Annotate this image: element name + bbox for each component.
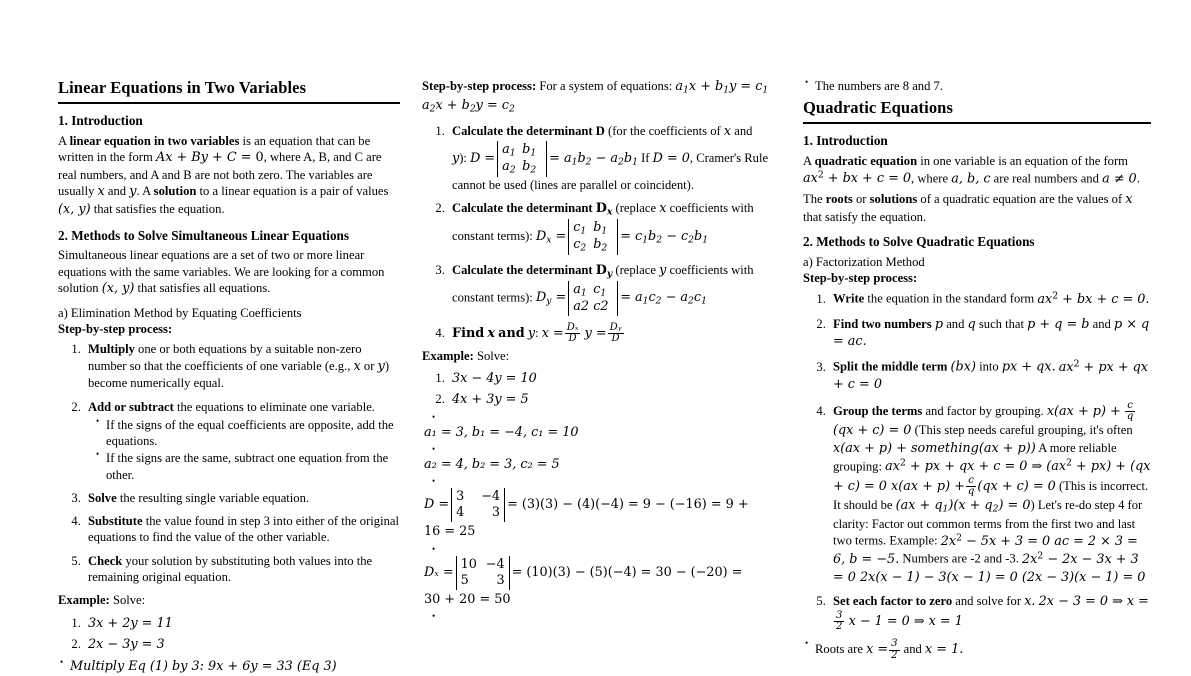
cell-c1: $c_1$ — [593, 281, 607, 299]
determinant-Dx-result: = $c_1b_2 - c_2b_1$ — [620, 228, 709, 246]
pair-xy-2: (x, y) — [101, 281, 135, 297]
variable-y: y — [129, 184, 137, 200]
equation-1: 3x + 2y = 11 — [88, 615, 173, 631]
list-item — [448, 391, 770, 409]
determinant-matrix-values-D — [451, 488, 505, 522]
symbol-Dy: $D_y$ — [595, 263, 613, 280]
text-and: and — [107, 184, 127, 199]
expression-split-form: $ax^2$ + px + qx + c = 0 — [833, 357, 1149, 393]
formula-y: y = — [584, 325, 607, 341]
cell-value: 3 — [491, 505, 501, 521]
step-bold-split-middle-term: Split the middle term — [833, 359, 948, 374]
determinant-block-Dx — [424, 556, 770, 608]
list-item — [84, 553, 400, 586]
text-system-intro: For a system of equations: — [539, 79, 673, 93]
cell-a1: $a_1$ — [502, 141, 516, 159]
expression-bx: (bx) — [950, 359, 976, 375]
step-text-b: coefficients with constant terms): — [452, 263, 754, 305]
determinant-lhs: Dₓ = — [424, 564, 454, 580]
text-lead: A — [803, 154, 812, 169]
list-item: 4. Find x and y: x = $\frac{\text{Dₓ}}{D}$ y = $\frac{\text{Dᵧ}}{D}$ — [448, 323, 770, 345]
step-bold-multiply: Multiply — [88, 342, 135, 357]
list-item — [84, 490, 400, 506]
fraction-numerator: Dᵧ — [609, 321, 622, 333]
coefficients-row-2: a₂ = 4, b₂ = 3, c₂ = 5 — [424, 457, 560, 473]
variable-q: q — [967, 316, 976, 332]
list-item — [422, 477, 770, 540]
list-item — [829, 401, 1151, 587]
text-f: that satisfy the equation. — [803, 209, 927, 224]
fraction-denominator: q — [1126, 411, 1134, 423]
text-and-2: and — [1092, 316, 1111, 331]
table-row — [573, 237, 613, 254]
bullet-dot-icon: • — [432, 411, 436, 422]
expression-px-qx: px + qx. — [1001, 359, 1056, 375]
list-item: • If the signs of the equal coefficients are opposite, add the equations. — [96, 417, 400, 449]
step-text: the resulting single variable equation. — [119, 490, 310, 505]
determinant-matrix-values-Dx — [456, 556, 510, 590]
text-c: are real numbers and — [993, 171, 1099, 186]
equation-standard-form: Ax + By + C = 0 — [155, 150, 264, 166]
paragraph-roots-definition — [803, 191, 1151, 225]
table-row — [456, 505, 500, 521]
list-cramer-steps — [422, 123, 770, 344]
step-bold-find-two-numbers: Find two numbers — [833, 316, 932, 331]
label-example-2 — [422, 348, 770, 364]
text-the: The — [803, 191, 823, 206]
step-bold-substitute: Substitute — [88, 513, 143, 528]
label-step-by-step-process-3: Step-by-step process: — [803, 271, 918, 286]
cell-b2: $b_2$ — [593, 236, 608, 254]
step-text: the equation in the standard form — [867, 292, 1035, 307]
cell-c2: c2 — [593, 298, 609, 314]
expression-example-factorization: $2x^2 - 2x - 3x + 3 = 0$ 2x(x − 1) − 3(x − 1) = 0 (2x − 3)(x − 1) = 0 — [833, 550, 1146, 585]
expression-solve-2: x − 1 = 0 ⇒ x = 1 — [848, 613, 963, 629]
text-mid2: , where A, B, and C are real numbers, and A and B are not both zero. The variables are usually — [58, 150, 382, 199]
step-text: and factor by grouping. — [925, 403, 1044, 418]
step-bold-find-xy: Find x and — [452, 325, 525, 341]
step-text: (replace — [615, 201, 657, 216]
coefficients-row-1: a₁ = 3, b₁ = −4, c₁ = 10 — [424, 424, 579, 440]
bold-linear-equation-term: linear equation in two variables — [69, 133, 240, 148]
text-or: or — [855, 191, 867, 206]
text-if: If — [641, 150, 650, 165]
fraction-Dx-over-D — [565, 323, 581, 345]
step-text-b: ) become numerically equal. — [88, 358, 390, 391]
bold-quadratic-equation-term: quadratic equation — [814, 154, 918, 169]
condition-a-nonzero: a ≠ 0 — [1102, 171, 1137, 187]
text-mid: is an equation that can be written in the form — [58, 133, 371, 165]
pair-xy: (x, y) — [58, 201, 91, 217]
step-text-b: ): — [459, 150, 467, 165]
determinant-matrix-Dy — [568, 281, 618, 316]
expression-example-quadratic: $2x^2 - 5x + 3 = 0$ ac = 2 × 3 = 6, b = −5. — [833, 532, 1138, 568]
list-item — [829, 290, 1151, 308]
text-end2: that satisfies the equation. — [93, 201, 225, 216]
text-d: . — [1136, 171, 1140, 186]
determinant-result-line-2: 16 = 25 — [424, 524, 476, 540]
step-text: such that — [978, 316, 1025, 331]
table-row — [461, 573, 505, 589]
list-sign-rules — [88, 417, 400, 482]
label-step-by-step-process-1: Step-by-step process: — [58, 322, 173, 337]
fraction-c-over-q — [1125, 401, 1135, 423]
text-and: and — [946, 316, 965, 331]
cell-value: −4 — [485, 556, 505, 572]
variable-p: p — [934, 316, 944, 332]
determinant-result-line-1: = (10)(3) − (5)(−4) = 30 − (−20) = — [511, 564, 743, 580]
expression-group-3: x(ax + p) + something(ax + p)) — [833, 440, 1036, 456]
list-roots-answer — [803, 639, 1151, 661]
determinant-Dy-result: = $a_1c_2 - a_2c_1$ — [620, 290, 707, 307]
bold-solutions-term: solutions — [869, 191, 918, 206]
paragraph-simultaneous-definition — [58, 247, 400, 297]
text-solve: Solve: — [476, 349, 510, 364]
cell-a1: $a_1$ — [573, 281, 587, 299]
step-bold-group-terms: Group the terms — [833, 403, 923, 418]
three-column-layout — [0, 78, 1191, 675]
step-bold-calculate-D: Calculate the determinant D — [452, 124, 605, 139]
fraction-numerator: 3 — [836, 609, 843, 621]
text-e: ) Let's re-do step 4 for clarity: Factor out common terms from the first two and last two terms. Example: — [833, 498, 1143, 548]
paragraph-linear-definition — [58, 133, 400, 219]
variable-x: x. — [1024, 594, 1036, 610]
formula-x: x = — [541, 325, 564, 341]
bullet-dot-icon: • — [432, 610, 436, 621]
list-item — [422, 612, 770, 620]
text-d: (This is incorrect. It should be — [833, 478, 1149, 513]
cell-value: 3 — [456, 489, 465, 505]
step-bold-solve: Solve — [88, 490, 117, 505]
step-text: and solve for — [955, 594, 1022, 609]
table-row — [573, 220, 613, 237]
heading-methods-quadratic: 2. Methods to Solve Quadratic Equations — [803, 233, 1035, 249]
table-row — [573, 282, 613, 299]
step-bold-set-factor-zero: Set each factor to zero — [833, 594, 953, 609]
text-b: , where — [911, 171, 949, 186]
list-item — [84, 341, 400, 391]
label-step-by-step-process-2: Step-by-step process: — [422, 79, 537, 93]
determinant-matrix-D — [497, 141, 547, 177]
list-example-equations-1 — [58, 615, 400, 654]
list-item — [448, 370, 770, 388]
fraction-numerator: Dₓ — [566, 321, 579, 333]
list-item — [829, 316, 1151, 351]
step-text: (replace — [615, 263, 656, 278]
step-bold-write: Write — [833, 292, 865, 307]
expression-reliable-grouping: $ax^2$ + px + qx + c = 0 ⇒ $(ax^2 + px) + (qx + c) = 0$ x(ax + p) + — [833, 457, 1151, 494]
cell-value: 3 — [496, 572, 505, 588]
list-example-equations-2 — [422, 370, 770, 409]
list-item — [422, 445, 770, 473]
bullet-dot-icon: • — [432, 543, 436, 554]
list-item — [84, 399, 400, 483]
variable-x: x — [1125, 191, 1133, 207]
list-elimination-steps — [58, 341, 400, 585]
list-item — [422, 413, 770, 441]
list-coefficient-values — [422, 413, 770, 620]
step-text: into — [979, 359, 999, 374]
text-example-label: Example: — [58, 593, 110, 608]
text-f: Numbers are -2 and -3. — [902, 552, 1019, 567]
equation-standard-form-quadratic: $ax^2$ + bx + c = 0. — [1037, 290, 1150, 308]
equation-quadratic-standard-form: $ax^2$ + bx + c = 0 — [803, 169, 912, 187]
root-x-equals: x = — [866, 642, 889, 658]
table-row — [502, 142, 542, 159]
fraction-denominator: 2 — [836, 621, 843, 633]
heading-introduction: 1. Introduction — [58, 113, 143, 129]
paragraph-cramer-intro — [422, 78, 770, 115]
expression-solve-1: 2x − 3 = 0 ⇒ x = — [1038, 594, 1149, 610]
list-item — [58, 658, 400, 676]
cell-value: −4 — [481, 489, 501, 505]
determinant-Dy-lhs: $D_y$ = — [535, 290, 567, 307]
bold-roots-term: roots — [825, 191, 853, 206]
cell-c2: $c_2$ — [573, 236, 587, 254]
heading-methods-simultaneous: 2. Methods to Solve Simultaneous Linear Equations — [58, 227, 350, 243]
list-item — [84, 513, 400, 546]
page-title-quadratic-equations: Quadratic Equations — [803, 98, 1151, 124]
table-row — [456, 489, 500, 505]
determinant-result-line-1: = (3)(3) − (4)(−4) = 9 − (−16) = 9 + — [507, 497, 749, 513]
cell-b2: $b_2$ — [522, 158, 537, 176]
cell-b1: $b_1$ — [593, 219, 608, 237]
condition-sum: p + q = b — [1027, 316, 1090, 332]
determinant-D-lhs: D = — [470, 150, 496, 166]
cell-value: 4 — [456, 505, 465, 521]
step-text: one or both equations by a suitable non-zero number so that the coefficients of one variable (e.g., — [88, 342, 362, 373]
step-text-d: , Cramer's Rule cannot be used (lines are parallel or coincident). — [452, 150, 769, 192]
list-item — [448, 200, 770, 255]
equation-1: 3x − 4y = 10 — [452, 370, 537, 386]
variables-abc: a, b, c — [951, 171, 991, 187]
list-item — [84, 636, 400, 654]
list-item — [448, 262, 770, 316]
cell-a2: a2 — [573, 298, 589, 314]
variable-y: y — [377, 358, 385, 374]
text-b: (This step needs careful grouping, it's often — [914, 423, 1133, 438]
variable-y: y — [452, 150, 460, 166]
text-and: and — [903, 642, 922, 657]
variable-x: x — [353, 358, 361, 374]
text-and: and — [734, 124, 753, 139]
list-item — [829, 358, 1151, 394]
list-item — [803, 639, 1151, 661]
text-solve: Solve: — [112, 593, 146, 608]
fraction-c-over-q-2 — [966, 476, 976, 498]
fraction-numerator: 3 — [891, 638, 898, 650]
list-item: • The numbers are 8 and 7. — [803, 78, 1151, 94]
column-cramers-rule — [422, 78, 770, 626]
determinant-matrix-Dx — [568, 219, 618, 255]
label-example-1 — [58, 592, 400, 608]
bold-solution-term: solution — [153, 184, 197, 199]
text-end: to a linear equation is a pair of values — [199, 184, 389, 199]
text-example-label: Example: — [422, 349, 474, 364]
step-bold-add-subtract: Add or subtract — [88, 399, 174, 414]
label-factorization-method: a) Factorization Method — [803, 254, 925, 269]
fraction-denominator: q — [967, 486, 975, 498]
determinant-result-line-2: 30 + 20 = 50 — [424, 591, 511, 607]
table-row — [502, 159, 542, 176]
text-lead: A — [58, 133, 67, 148]
text-simultaneous: Simultaneous linear equations are a set of two or more linear equations with the same variables. We are looking for a common solution — [58, 248, 385, 296]
list-item: • If the signs are the same, subtract one equation from the other. — [96, 450, 400, 482]
bullet-dot-icon: • — [432, 444, 436, 455]
page-title-linear-equations: Linear Equations in Two Variables — [58, 78, 400, 104]
working-line-1: Multiply Eq (1) by 3: 9x + 6y = 33 (Eq 3) — [70, 659, 337, 675]
fraction-denominator: D — [608, 333, 624, 344]
step-bold-calculate-Dy: Calculate the determinant — [452, 263, 593, 278]
step-text: the equations to eliminate one variable. — [177, 399, 375, 414]
label-y-colon: y — [527, 325, 536, 341]
variable-x: x — [723, 124, 732, 140]
expression-correct-factors: $(ax + q_1)(x + q_2) = 0$ — [895, 498, 1031, 515]
list-item — [422, 545, 770, 608]
text-roots-are: Roots are — [815, 642, 863, 657]
text-simultaneous-end: that satisfies all equations. — [137, 281, 271, 296]
step-bold-check: Check — [88, 553, 123, 568]
equation-system-line1: $a_1x + b_1y = c_1$ — [675, 79, 769, 96]
list-item — [829, 593, 1151, 632]
list-factorization-steps — [803, 290, 1151, 632]
text-e: of a quadratic equation are the values of — [920, 191, 1123, 206]
text-c: A more reliable grouping: — [833, 440, 1117, 474]
determinant-Dx-lhs: $D_x$ = — [535, 228, 567, 246]
cell-value: 5 — [460, 572, 469, 588]
heading-quadratic-introduction: 1. Introduction — [803, 133, 888, 149]
bullet-dot-icon: • — [432, 476, 436, 487]
step-text: your solution by substituting both values into the remaining original equation. — [88, 553, 373, 585]
fraction-three-halves — [834, 611, 844, 633]
table-row — [573, 299, 613, 315]
column-linear-equations — [58, 78, 400, 675]
fraction-numerator: c — [968, 474, 974, 486]
condition-D-zero: D = 0 — [652, 150, 690, 166]
step-text-b: coefficients with constant terms): — [452, 201, 754, 243]
equation-2: 4x + 3y = 5 — [452, 392, 529, 408]
determinant-lhs: D = — [424, 497, 450, 513]
fraction-Dy-over-D — [608, 323, 624, 345]
fraction-root-three-halves — [889, 639, 899, 661]
text-or: or — [363, 358, 375, 373]
equation-system-line2: $a_2x + b_2y = c_2$ — [422, 97, 515, 115]
fraction-denominator: 2 — [891, 649, 898, 661]
root-x-equals-1: x = 1. — [925, 642, 964, 658]
table-row — [461, 557, 505, 573]
list-example-working-1 — [58, 658, 400, 676]
paragraph-quadratic-definition — [803, 153, 1151, 188]
expression-group-5: (qx + c) = 0 — [977, 478, 1056, 494]
expression-group-1: x(ax + p) + — [1046, 403, 1121, 419]
list-previous-answer — [803, 78, 1151, 94]
column-quadratic-equations — [803, 78, 1151, 661]
equation-2: 2x − 3y = 3 — [88, 637, 165, 653]
fraction-denominator: D — [565, 333, 581, 344]
list-item — [84, 615, 400, 633]
text-mid3: . A — [136, 184, 151, 199]
text-a: in one variable is an equation of the form — [920, 154, 1128, 169]
variable-x: x — [659, 201, 667, 217]
fraction-numerator: c — [1127, 399, 1133, 411]
cell-c1: $c_1$ — [573, 219, 587, 237]
determinant-block-D — [424, 488, 770, 540]
determinant-D-result: = $a_1b_2 - a_2b_1$ — [549, 150, 638, 168]
label-elimination-method: a) Elimination Method by Equating Coefficients — [58, 305, 302, 320]
symbol-Dx: $D_x$ — [595, 201, 613, 218]
step-text: (for the coefficients of — [608, 124, 721, 139]
cell-b1: $b_1$ — [522, 141, 537, 159]
cell-value: 10 — [460, 556, 477, 572]
variable-y: y — [659, 263, 667, 279]
expression-group-2: (qx + c) = 0 — [833, 423, 912, 439]
list-item — [448, 123, 770, 193]
step-bold-calculate-Dx: Calculate the determinant — [452, 201, 593, 216]
step-text: the value found in step 3 into either of the original equations to find the value of the other variable. — [88, 513, 399, 545]
cell-a2: $a_2$ — [502, 158, 516, 176]
condition-product: p × q = ac. — [833, 316, 1150, 350]
variable-x: x — [97, 184, 105, 200]
